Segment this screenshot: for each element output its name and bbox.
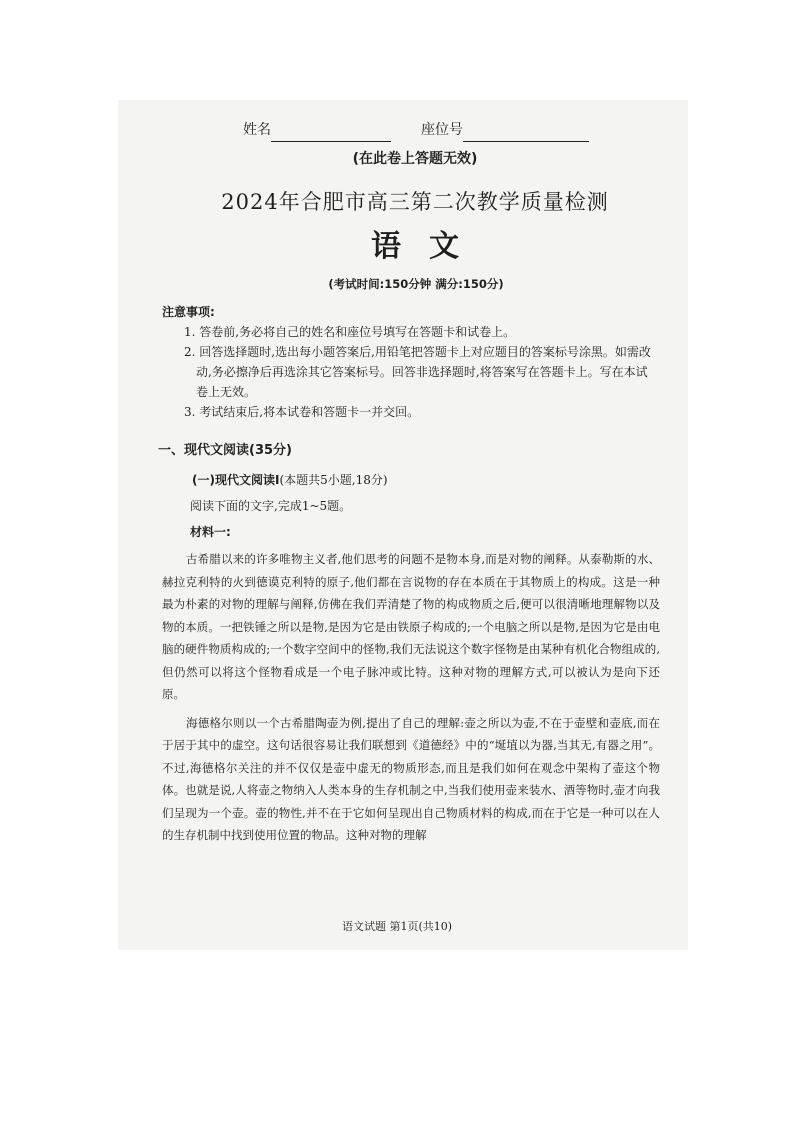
material-paragraph: 古希腊以来的许多唯物主义者,他们思考的问题不是物本身,而是对物的阐释。从泰勒斯的水、赫拉克利特的火到德谟克利特的原子,他们都在言说物的存在本质在于其物质上的构成。这是一种最为朴素的对物的理解与阐释,仿佛在我们弄清楚了物的构成物质之后,便可以很清晰地理解物以及物的本质。一把铁锤之所以是物,是因为它是由铁原子构成的;一个电脑之所以是物,是因为它是由电脑的硬件物质构成的;一个数字空间中的怪物,我们无法说这个数字怪物是由某种有机化合物组成的,但仍然可以将这个怪物看成是一个电子脉冲或比特。这种对物的理解方式,可以被认为是向下还原。 <box>162 552 660 701</box>
exam-time-score-info: (考试时间:150分钟 满分:150分) <box>328 277 504 291</box>
material-label: 材料一: <box>190 525 231 539</box>
name-label: 姓名 <box>243 122 271 138</box>
notice-item: 3. 考试结束后,将本试卷和答题卡一并交回。 <box>184 405 420 419</box>
material-paragraph: 海德格尔则以一个古希腊陶壶为例,提出了自己的理解:壶之所以为壶,不在于壶壁和壶底,而在于居于其中的虚空。这句话很容易让我们联想到《道德经》中的“埏埴以为器,当其无,有器之用”。不过,海德格尔关注的并不仅仅是壶中虚无的物质形态,而且是我们如何在观念中架构了壶这个物体。也就是说,人将壶之物纳入人类本身的生存机制之中,当我们使用壶来装水、酒等物时,壶才向我们呈现为一个壶。壶的物性,并不在于它如何呈现出自己物质材料的构成,而在于它是一种可以在人的生存机制中找到使用位置的物品。这种对物的理解 <box>162 715 660 842</box>
page-footer: 语文试题 第1页(共10) <box>341 920 453 933</box>
notice-item: 2. 回答选择题时,选出每小题答案后,用铅笔把答题卡上对应题目的答案标号涂黑。如需改动,务必擦净后再选涂其它答案标号。回答非选择题时,将答案写在答题卡上。写在本试卷上无效。 <box>184 345 651 399</box>
name-blank <box>271 125 391 142</box>
section-title: 一、现代文阅读(35分) <box>158 443 292 458</box>
exam-title: 2024年合肥市高三第二次教学质量检测 <box>221 190 609 214</box>
subsection-detail: (本题共5小题,18分) <box>279 473 388 487</box>
exam-page-content <box>158 118 662 847</box>
notice-item: 1. 答卷前,务必将自己的姓名和座位号填写在答题卡和试卷上。 <box>184 325 516 339</box>
reading-instruction: 阅读下面的文字,完成1~5题。 <box>190 499 352 513</box>
subject-title: 语文 <box>371 229 487 264</box>
seat-label: 座位号 <box>421 122 463 138</box>
notice-title: 注意事项: <box>162 305 215 319</box>
invalid-answer-note: (在此卷上答题无效) <box>352 151 478 167</box>
subsection-title <box>192 470 662 490</box>
subsection-name: (一)现代文阅读Ⅰ <box>192 473 280 487</box>
notice-list <box>162 322 662 422</box>
candidate-info-line <box>162 118 662 142</box>
seat-blank <box>463 125 589 142</box>
